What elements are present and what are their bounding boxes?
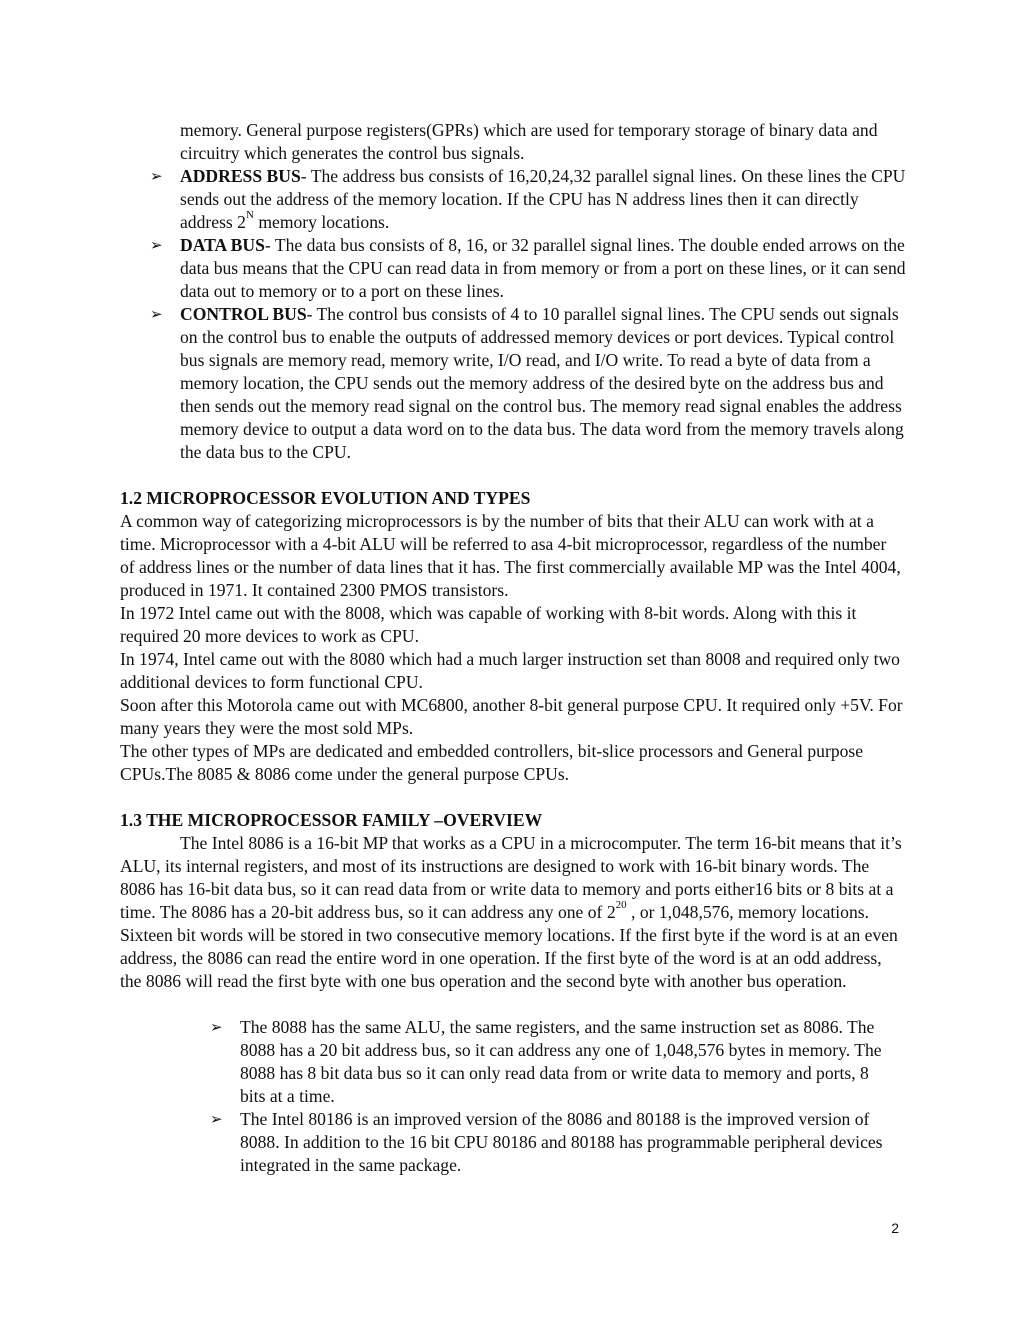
intro-paragraph: memory. General purpose registers(GPRs) which are used for temporary storage of binary data and circuitry which generates the control bus signals. <box>180 120 878 163</box>
section-1-2-paragraph-5: The other types of MPs are dedicated and embedded controllers, bit-slice processors and General purpose CPUs.The 8085 & 8086 come under the general purpose CPUs. <box>120 741 864 784</box>
address-bus-text: - The address bus consists of 16,20,24,32 parallel signal lines. On these lines the CPU sends out the address of the memory location. If the CPU has N address lines then it can directly address 2 <box>180 166 906 232</box>
control-bus-item <box>150 303 910 464</box>
address-bus-exponent: N <box>245 209 254 222</box>
family-item-8088 <box>210 1016 890 1108</box>
section-1-3-heading: 1.3 THE MICROPROCESSOR FAMILY –OVERVIEW <box>120 810 543 830</box>
section-1-2-paragraph-1: A common way of categorizing microprocessors is by the number of bits that their ALU can work with at a time. Microprocessor with a 4-bit ALU will be referred to asa 4-bit microprocessor, regardless of the number of address lines or the number of data lines that it has. The first commercially available MP was the Intel 4004, produced in 1971. It contained 2300 PMOS transistors. <box>120 511 901 600</box>
section-1-2-paragraph-2: In 1972 Intel came out with the 8008, which was capable of working with 8-bit words. Along with this it required 20 more devices to work as CPU. <box>120 603 857 646</box>
data-bus-item <box>150 234 910 303</box>
section-1-2 <box>120 487 905 786</box>
arrow-bullet-icon: ➢ <box>150 305 163 323</box>
section-1-2-paragraph-4: Soon after this Motorola came out with MC6800, another 8-bit general purpose CPU. It required only +5V. For many years they were the most sold MPs. <box>120 695 903 738</box>
control-bus-term: CONTROL BUS <box>180 304 307 324</box>
family-list <box>210 1016 890 1177</box>
family-item-text: The Intel 80186 is an improved version of the 8086 and 80188 is the improved version of 8088. In addition to the 16 bit CPU 80186 and 80188 has programmable peripheral devices integrated in the same package. <box>240 1109 883 1175</box>
arrow-bullet-icon: ➢ <box>150 236 163 254</box>
page-number: 2 <box>891 1220 899 1236</box>
family-item-text: The 8088 has the same ALU, the same registers, and the same instruction set as 8086. The 8088 has a 20 bit address bus, so it can address any one of 1,048,576 bytes in memory. The 8088 has 8 bit data bus so it can only read data from or write data to memory and ports, 8 bits at a time. <box>240 1017 882 1106</box>
arrow-bullet-icon: ➢ <box>210 1018 223 1036</box>
section-1-2-heading: 1.2 MICROPROCESSOR EVOLUTION AND TYPES <box>120 488 531 508</box>
section-1-3-text: The Intel 8086 is a 16-bit MP that works as a CPU in a microcomputer. The term 16-bit means that it’s ALU, its internal registers, and most of its instructions are designed to work with 16-bit binary words. The 8086 has 16-bit data bus, so it can read data from or write data to memory and ports either16 bits or 8 bits at a time. The 8086 has a 20-bit address bus, so it can address any one of 2 <box>120 833 902 922</box>
section-1-3-exponent: 20 <box>615 899 627 912</box>
arrow-bullet-icon: ➢ <box>150 167 163 185</box>
family-item-80186 <box>210 1108 890 1177</box>
address-bus-item <box>150 165 910 234</box>
arrow-bullet-icon: ➢ <box>210 1110 223 1128</box>
intro-continuation <box>180 119 895 165</box>
address-bus-text-end: memory locations. <box>253 212 390 232</box>
control-bus-text: - The control bus consists of 4 to 10 parallel signal lines. The CPU sends out signals on the control bus to enable the outputs of addressed memory devices or port devices. Typical control bus signals are memory read, memory write, I/O read, and I/O write. To read a byte of data from a memory location, the CPU sends out the memory address of the desired byte on the address bus and then sends out the memory read signal on the control bus. The memory read signal enables the address memory device to output a data word on to the data bus. The data word from the memory travels along the data bus to the CPU. <box>180 304 904 462</box>
data-bus-text: - The data bus consists of 8, 16, or 32 parallel signal lines. The double ended arrows on the data bus means that the CPU can read data in from memory or from a port on these lines, or it can send data out to memory or to a port on these lines. <box>180 235 906 301</box>
section-1-3-paragraph <box>120 832 905 993</box>
address-bus-term: ADDRESS BUS <box>180 166 301 186</box>
section-1-3 <box>120 809 905 993</box>
bus-list <box>150 165 910 464</box>
section-1-2-paragraph-3: In 1974, Intel came out with the 8080 which had a much larger instruction set than 8008 and required only two additional devices to form functional CPU. <box>120 649 900 692</box>
section-1-3-text-end: , or 1,048,576, memory locations. Sixteen bit words will be stored in two consecutive memory locations. If the first byte if the word is at an even address, the 8086 can read the entire word in one operation. If the first byte of the word is at an odd address, the 8086 will read the first byte with one bus operation and the second byte with another bus operation. <box>120 902 898 991</box>
data-bus-term: DATA BUS <box>180 235 265 255</box>
